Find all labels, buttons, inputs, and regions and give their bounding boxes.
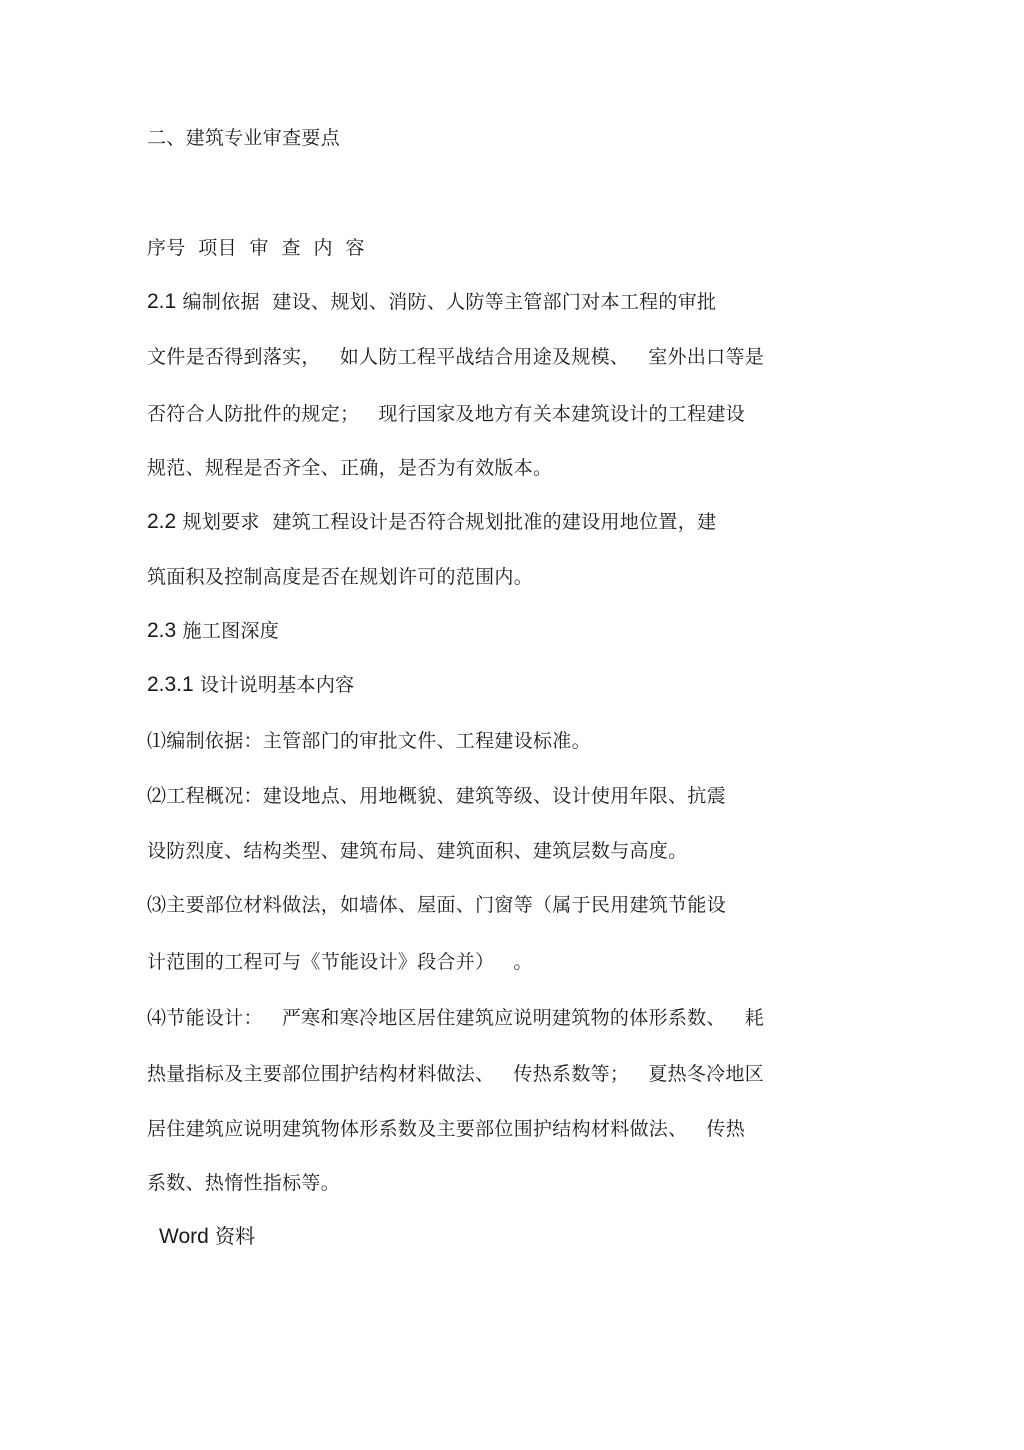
footer-label: Word 资料 — [159, 1224, 256, 1248]
item-number: 2.3.1 — [147, 673, 194, 696]
item-2-1-line-2: 文件是否得到落实， 如人防工程平战结合用途及规模、 室外出口等是 — [147, 346, 765, 368]
item-number: 2.2 — [147, 510, 177, 533]
paragraph-4-line-3: 居住建筑应说明建筑物体形系数及主要部位围护结构材料做法、 传热 — [147, 1118, 746, 1140]
item-2-2-line-2: 筑面积及控制高度是否在规划许可的范围内。 — [147, 566, 534, 588]
item-2-1-line-1: 2.1 编制依据 建设、规划、消防、人防等主管部门对本工程的审批 — [147, 290, 717, 313]
paragraph-4-line-2: 热量指标及主要部位围护结构材料做法、 传热系数等； 夏热冬冷地区 — [147, 1063, 765, 1085]
paragraph-2-line-1: ⑵工程概况：建设地点、用地概貌、建筑等级、设计使用年限、抗震 — [147, 785, 727, 807]
item-2-1-line-4: 规范、规程是否齐全、正确，是否为有效版本。 — [147, 457, 553, 479]
paragraph-4-line-1: ⑷节能设计： 严寒和寒冷地区居住建筑应说明建筑物的体形系数、 耗 — [147, 1007, 765, 1029]
item-2-2-line-1: 2.2 规划要求 建筑工程设计是否符合规划批准的建设用地位置，建 — [147, 510, 717, 533]
section-title: 二、建筑专业审查要点 — [147, 127, 341, 149]
item-2-3-heading: 2.3 施工图深度 — [147, 619, 280, 642]
paragraph-2-line-2: 设防烈度、结构类型、建筑布局、建筑面积、建筑层数与高度。 — [147, 840, 688, 862]
paragraph-1-line-1: ⑴编制依据：主管部门的审批文件、工程建设标准。 — [147, 730, 591, 752]
item-2-1-line-3: 否符合人防批件的规定； 现行国家及地方有关本建筑设计的工程建设 — [147, 403, 746, 425]
table-header: 序号 项目 审 查 内 容 — [147, 237, 365, 259]
paragraph-4-line-4: 系数、热惰性指标等。 — [147, 1172, 341, 1194]
paragraph-3-line-2: 计范围的工程可与《节能设计》段合并） 。 — [147, 951, 533, 973]
item-number: 2.3 — [147, 619, 177, 642]
paragraph-3-line-1: ⑶主要部位材料做法，如墙体、屋面、门窗等（属于民用建筑节能设 — [147, 894, 727, 916]
item-number: 2.1 — [147, 290, 177, 313]
item-2-3-1-heading: 2.3.1 设计说明基本内容 — [147, 673, 355, 696]
